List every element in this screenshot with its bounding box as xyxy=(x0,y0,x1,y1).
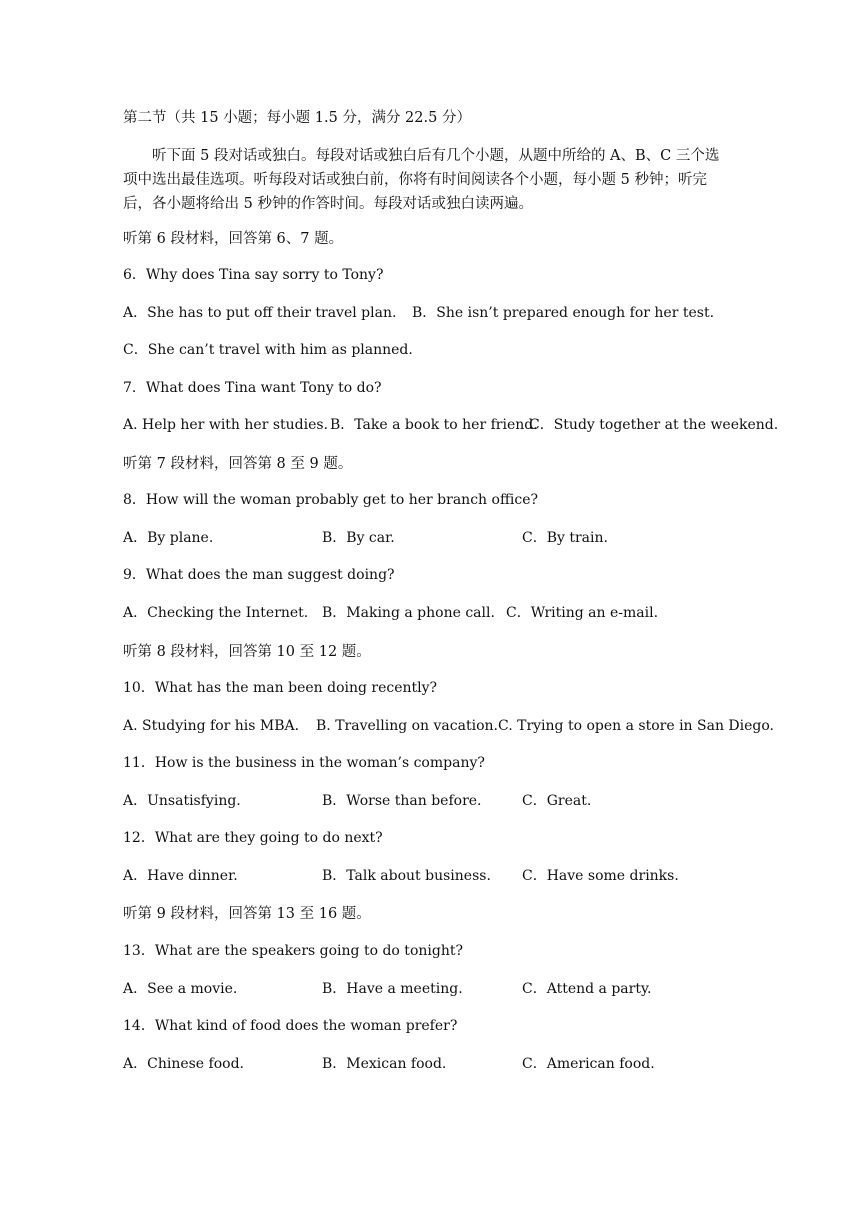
instructions-paragraph xyxy=(123,144,738,216)
option-a: A．Unsatisfying. xyxy=(123,793,241,809)
group-label: 听第 6 段材料，回答第 6、7 题。 xyxy=(123,231,344,247)
question-stem: 10．What has the man been doing recently? xyxy=(123,680,438,696)
group-label: 听第 9 段材料，回答第 13 至 16 题。 xyxy=(123,906,371,922)
option-b: B．She isn’t prepared enough for her test. xyxy=(412,305,715,321)
question-stem: 8．How will the woman probably get to her branch office? xyxy=(123,492,538,508)
option-c: C. Trying to open a store in San Diego. xyxy=(498,718,775,734)
option-c: C．By train. xyxy=(522,530,608,546)
option-b: B．Have a meeting. xyxy=(322,981,463,997)
option-a: A．Chinese food. xyxy=(123,1056,244,1072)
option-a: A．By plane. xyxy=(123,530,214,546)
section-header: 第二节（共 15 小题；每小题 1.5 分，满分 22.5 分） xyxy=(123,110,471,126)
option-c: C．She can’t travel with him as planned. xyxy=(123,342,413,358)
question-stem: 7．What does Tina want Tony to do? xyxy=(123,380,382,396)
option-c: C．Attend a party. xyxy=(522,981,652,997)
question-stem: 6．Why does Tina say sorry to Tony? xyxy=(123,267,384,283)
option-c: C．Study together at the weekend. xyxy=(529,417,779,433)
instructions-line: 听下面 5 段对话或独白。每段对话或独白后有几个小题，从题中所给的 A、B、C 三个选 xyxy=(152,148,720,164)
instructions-line: 项中选出最佳选项。听每段对话或独白前，你将有时间阅读各个小题，每小题 5 秒钟；听完 xyxy=(123,172,707,188)
option-b: B．By car. xyxy=(322,530,395,546)
option-c: C．American food. xyxy=(522,1056,655,1072)
option-a: A．She has to put off their travel plan. xyxy=(123,305,397,321)
option-c: C．Have some drinks. xyxy=(522,868,679,884)
option-a: A．Have dinner. xyxy=(123,868,238,884)
question-stem: 13．What are the speakers going to do tonight? xyxy=(123,943,463,959)
option-c: C．Writing an e-mail. xyxy=(506,605,659,621)
option-b: B．Mexican food. xyxy=(322,1056,447,1072)
group-label: 听第 7 段材料，回答第 8 至 9 题。 xyxy=(123,456,353,472)
instructions-line: 后，各小题将给出 5 秒钟的作答时间。每段对话或独白读两遍。 xyxy=(123,196,533,212)
option-a: A．Checking the Internet. xyxy=(123,605,309,621)
option-b: B．Making a phone call. xyxy=(322,605,495,621)
group-label: 听第 8 段材料，回答第 10 至 12 题。 xyxy=(123,644,371,660)
option-a: A. Help her with her studies. xyxy=(123,417,329,433)
question-stem: 11．How is the business in the woman’s company? xyxy=(123,755,485,771)
option-b: B. Travelling on vacation. xyxy=(316,718,498,734)
option-a: A．See a movie. xyxy=(123,981,238,997)
option-a: A. Studying for his MBA． xyxy=(123,718,309,734)
question-stem: 9．What does the man suggest doing? xyxy=(123,567,395,583)
question-stem: 12．What are they going to do next? xyxy=(123,830,383,846)
option-b: B．Talk about business. xyxy=(322,868,491,884)
option-b: B．Worse than before. xyxy=(322,793,482,809)
option-b: B．Take a book to her friend. xyxy=(330,417,538,433)
option-c: C．Great. xyxy=(522,793,592,809)
question-stem: 14．What kind of food does the woman prefer? xyxy=(123,1018,458,1034)
